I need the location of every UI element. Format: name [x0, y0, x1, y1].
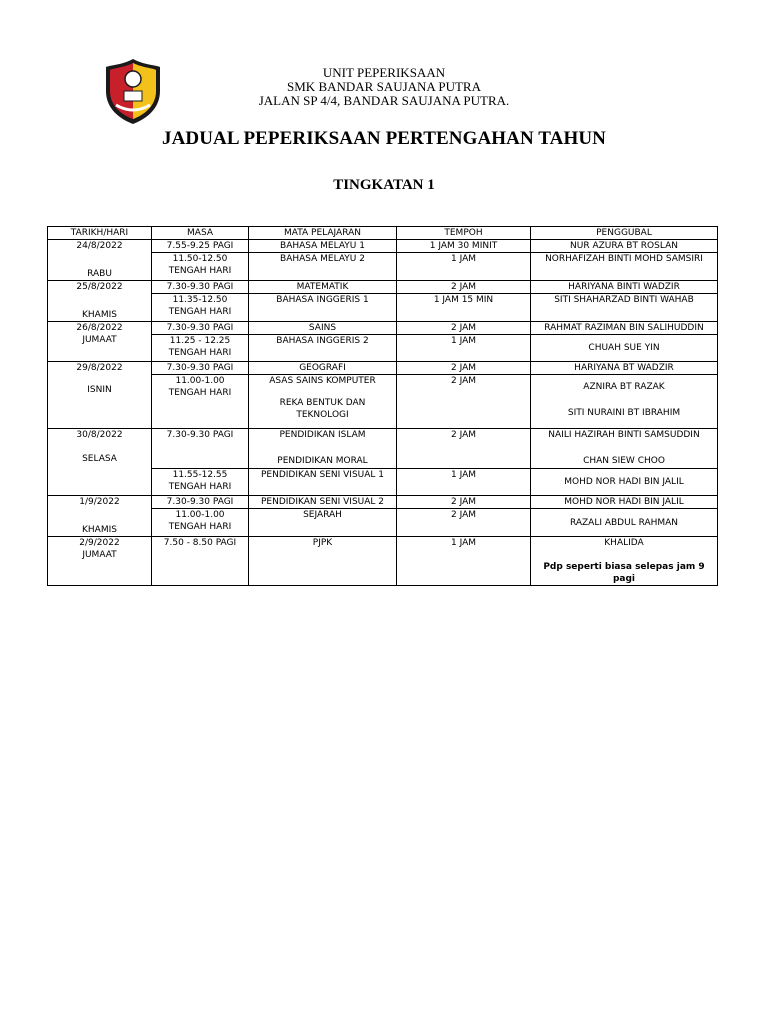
time-cell	[152, 375, 249, 429]
day: JUMAAT	[82, 550, 117, 560]
day: JUMAAT	[82, 335, 117, 345]
setter-cell	[531, 429, 718, 469]
duration-cell: 1 JAM	[397, 253, 531, 281]
exam-schedule-table	[47, 226, 718, 586]
subject: PENDIDIKAN MORAL	[277, 456, 368, 466]
header-cell: PENGGUBAL	[531, 227, 718, 240]
setter-cell: SITI SHAHARZAD BINTI WAHAB	[531, 294, 718, 322]
setter: CHAN SIEW CHOO	[583, 456, 665, 466]
subject: PENDIDIKAN ISLAM	[279, 430, 366, 440]
time: 11.55-12.55	[172, 470, 228, 480]
duration-cell: 2 JAM	[397, 509, 531, 537]
table-row	[48, 322, 718, 335]
time-period: TENGAH HARI	[168, 482, 232, 492]
day: KHAMIS	[82, 310, 117, 320]
time-cell: 7.30-9.30 PAGI	[152, 496, 249, 509]
time: 11.50-12.50	[172, 254, 228, 265]
time-cell: 7.55-9.25 PAGI	[152, 240, 249, 253]
setter-cell: RAZALI ABDUL RAHMAN	[531, 509, 718, 537]
time-cell	[152, 469, 249, 496]
date-day-cell	[48, 240, 152, 281]
date-day-cell	[48, 281, 152, 322]
table-row	[48, 429, 718, 469]
time-period: TENGAH HARI	[168, 307, 232, 318]
duration-cell: 1 JAM	[397, 537, 531, 586]
table-row	[48, 281, 718, 294]
time-period: TENGAH HARI	[168, 388, 232, 398]
duration-cell: 1 JAM	[397, 335, 531, 362]
duration-cell: 2 JAM	[397, 281, 531, 294]
time-cell: 7.30-9.30 PAGI	[152, 362, 249, 375]
header-cell: MATA PELAJARAN	[249, 227, 397, 240]
setter-cell: HARIYANA BINTI WADZIR	[531, 281, 718, 294]
form-level: TINGKATAN 1	[333, 177, 435, 193]
subject-cell: BAHASA INGGERIS 1	[249, 294, 397, 322]
day: RABU	[87, 269, 112, 279]
date-day-cell	[48, 537, 152, 586]
duration-cell: 2 JAM	[397, 375, 531, 429]
date-day-cell	[48, 429, 152, 496]
setter-cell: CHUAH SUE YIN	[531, 335, 718, 362]
day: KHAMIS	[82, 525, 117, 535]
setter-cell: NUR AZURA BT ROSLAN	[531, 240, 718, 253]
time-cell	[152, 294, 249, 322]
date: 25/8/2022	[76, 282, 123, 292]
time-period: TENGAH HARI	[168, 348, 232, 358]
document-title: JADUAL PEPERIKSAAN PERTENGAHAN TAHUN	[161, 128, 607, 149]
unit-heading: UNIT PEPERIKSAAN	[322, 65, 446, 80]
table-header-row	[48, 227, 718, 240]
day: SELASA	[82, 454, 117, 464]
date-day-cell	[48, 322, 152, 362]
time-cell	[152, 509, 249, 537]
setter: NAILI HAZIRAH BINTI SAMSUDDIN	[548, 430, 700, 440]
time-cell: 7.30-9.30 PAGI	[152, 429, 249, 469]
time-cell: 7.30-9.30 PAGI	[152, 281, 249, 294]
date-day-cell	[48, 362, 152, 429]
setter-cell	[531, 375, 718, 429]
setter: AZNIRA BT RAZAK	[583, 382, 665, 392]
duration-cell: 2 JAM	[397, 322, 531, 335]
setter-cell: MOHD NOR HADI BIN JALIL	[531, 496, 718, 509]
schedule-note: Pdp seperti biasa selepas jam 9 pagi	[543, 562, 705, 584]
header-cell: MASA	[152, 227, 249, 240]
time: 11.00-1.00	[175, 510, 225, 521]
subject-cell: PENDIDIKAN SENI VISUAL 1	[249, 469, 397, 496]
time-period: TENGAH HARI	[168, 266, 232, 277]
subject-cell: SEJARAH	[249, 509, 397, 537]
time: 11.25 - 12.25	[169, 336, 231, 346]
time-cell	[152, 253, 249, 281]
date: 30/8/2022	[76, 430, 123, 440]
table-row	[48, 496, 718, 509]
date-day-cell	[48, 496, 152, 537]
duration-cell: 1 JAM	[397, 469, 531, 496]
table-row	[48, 537, 718, 586]
table-row	[48, 362, 718, 375]
subject: TEKNOLOGI	[296, 410, 349, 420]
time-period: TENGAH HARI	[168, 522, 232, 533]
subject-cell: SAINS	[249, 322, 397, 335]
setter-cell	[531, 537, 718, 586]
duration-cell: 1 JAM 15 MIN	[397, 294, 531, 322]
date: 26/8/2022	[76, 323, 123, 333]
duration-cell: 1 JAM 30 MINIT	[397, 240, 531, 253]
date: 1/9/2022	[79, 497, 120, 507]
setter-cell: RAHMAT RAZIMAN BIN SALIHUDDIN	[531, 322, 718, 335]
subject-cell	[249, 375, 397, 429]
time: 11.00-1.00	[175, 376, 225, 386]
time-cell	[152, 335, 249, 362]
header-cell: TEMPOH	[397, 227, 531, 240]
subject-cell: BAHASA INGGERIS 2	[249, 335, 397, 362]
subject: REKA BENTUK DAN	[279, 398, 366, 408]
time-cell: 7.50 - 8.50 PAGI	[152, 537, 249, 586]
setter-cell: NORHAFIZAH BINTI MOHD SAMSIRI	[531, 253, 718, 281]
table-row	[48, 240, 718, 253]
setter: SITI NURAINI BT IBRAHIM	[567, 408, 681, 418]
time-cell: 7.30-9.30 PAGI	[152, 322, 249, 335]
duration-cell: 2 JAM	[397, 429, 531, 469]
day: ISNIN	[87, 385, 112, 395]
subject-cell: GEOGRAFI	[249, 362, 397, 375]
subject-cell: PENDIDIKAN SENI VISUAL 2	[249, 496, 397, 509]
date: 2/9/2022	[79, 538, 120, 548]
date: 29/8/2022	[76, 363, 123, 373]
header-cell: TARIKH/HARI	[48, 227, 152, 240]
setter-cell: MOHD NOR HADI BIN JALIL	[531, 469, 718, 496]
subject-cell: BAHASA MELAYU 1	[249, 240, 397, 253]
subject-cell: PJPK	[249, 537, 397, 586]
duration-cell: 2 JAM	[397, 496, 531, 509]
setter: KHALIDA	[604, 538, 644, 548]
duration-cell: 2 JAM	[397, 362, 531, 375]
subject-cell: BAHASA MELAYU 2	[249, 253, 397, 281]
school-name: SMK BANDAR SAUJANA PUTRA	[287, 79, 481, 94]
school-address: JALAN SP 4/4, BANDAR SAUJANA PUTRA.	[258, 93, 510, 108]
subject: ASAS SAINS KOMPUTER	[269, 376, 376, 386]
setter-cell: HARIYANA BT WADZIR	[531, 362, 718, 375]
date: 24/8/2022	[76, 241, 123, 251]
time: 11.35-12.50	[172, 295, 228, 306]
subject-cell	[249, 429, 397, 469]
subject-cell: MATEMATIK	[249, 281, 397, 294]
